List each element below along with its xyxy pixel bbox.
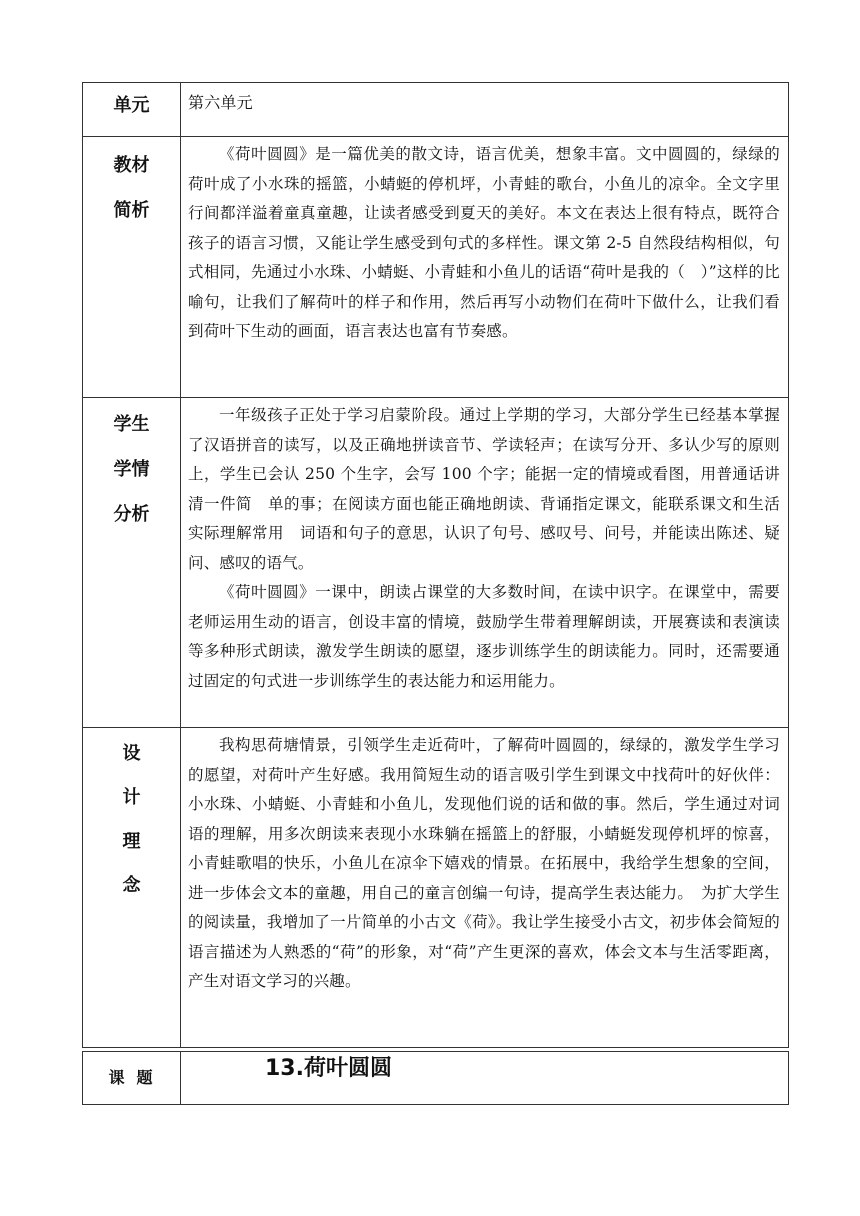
label-line: 学情 — [113, 459, 150, 480]
label-line: 念 — [122, 875, 141, 896]
student-analysis-label — [83, 398, 181, 728]
topic-label: 课题 — [83, 1052, 181, 1105]
label-line: 简析 — [113, 200, 150, 221]
label-line: 理 — [122, 831, 141, 852]
paragraph: 我构思荷塘情景，引领学生走近荷叶，了解荷叶圆圆的，绿绿的，激发学生学习的愿望，对荷叶产生好感。我用简短生动的语言吸引学生到课文中找荷叶的好伙伴：小水珠、小蜻蜓、小青蛙和小鱼儿，发现他们说的话和做的事。然后，学生通过对词语的理解，用多次朗读来表现小水珠躺在摇篮上的舒服，小蜻蜓发现停机坪的惊喜，小青蛙歌唱的快乐，小鱼儿在凉伞下嬉戏的情景。在拓展中，我给学生想象的空间，进一步体会文本的童趣，用自己的童言创编一句诗，提高学生表达能力。 为扩大学生的阅读量，我增加了一片简单的小古文《荷》。我让学生接受小古文，初步体会简短的语言描述为人熟悉的“荷”的形象，对“荷”产生更深的喜欢，体会文本与生活零距离，产生对语文学习的兴趣。 — [188, 736, 780, 990]
unit-row — [83, 83, 789, 137]
label-line: 分析 — [113, 504, 150, 525]
design-concept-row — [83, 728, 789, 1048]
textbook-analysis-label — [83, 137, 181, 398]
label-line: 计 — [122, 787, 141, 808]
label-line: 设 — [122, 743, 141, 764]
paragraph: 《荷叶圆圆》一课中，朗读占课堂的大多数时间，在读中识字。在课堂中，需要老师运用生动的语言，创设丰富的情境，鼓励学生带着理解朗读，开展赛读和表演读等多种形式朗读，激发学生朗读的愿望，逐步训练学生的朗读能力。同时，还需要通过固定的句式进一步训练学生的表达能力和运用能力。 — [188, 583, 780, 690]
lesson-info-table — [82, 82, 789, 1048]
textbook-analysis-row — [83, 137, 789, 398]
label-line: 教材 — [113, 155, 150, 176]
unit-label: 单元 — [83, 83, 181, 137]
paragraph: 一年级孩子正处于学习启蒙阶段。通过上学期的学习，大部分学生已经基本掌握了汉语拼音的读写，以及正确地拼读音节、学读轻声；在读写分开、多认少写的原则上，学生已会认 250 个生字，会写 100 个字；能据一定的情境或看图，用普通话讲清一件简 单的事；在阅读方面也能正确地朗读、背诵指定课文，能联系课文和生活实际理解常用 词语和句子的意思，认识了句号、感叹号、问号，并能读出陈述、疑问、感叹的语气。 — [188, 406, 780, 572]
textbook-analysis-content — [181, 137, 789, 398]
unit-value: 第六单元 — [181, 83, 789, 137]
label-line: 学生 — [113, 414, 150, 435]
student-analysis-content — [181, 398, 789, 728]
lesson-title: 13.荷叶圆圆 — [181, 1052, 789, 1105]
topic-table — [82, 1051, 789, 1105]
design-concept-content — [181, 728, 789, 1048]
design-concept-label — [83, 728, 181, 1048]
student-analysis-row — [83, 398, 789, 728]
topic-row — [83, 1052, 789, 1105]
paragraph: 《荷叶圆圆》是一篇优美的散文诗，语言优美，想象丰富。文中圆圆的，绿绿的荷叶成了小水珠的摇篮，小蜻蜓的停机坪，小青蛙的歌台，小鱼儿的凉伞。全文字里行间都洋溢着童真童趣，让读者感受到夏天的美好。本文在表达上很有特点，既符合孩子的语言习惯，又能让学生感受到句式的多样性。课文第 2-5 自然段结构相似，句式相同，先通过小水珠、小蜻蜓、小青蛙和小鱼儿的话语“荷叶是我的（ ）”这样的比喻句，让我们了解荷叶的样子和作用，然后再写小动物们在荷叶下做什么，让我们看到荷叶下生动的画面，语言表达也富有节奏感。 — [188, 145, 780, 340]
